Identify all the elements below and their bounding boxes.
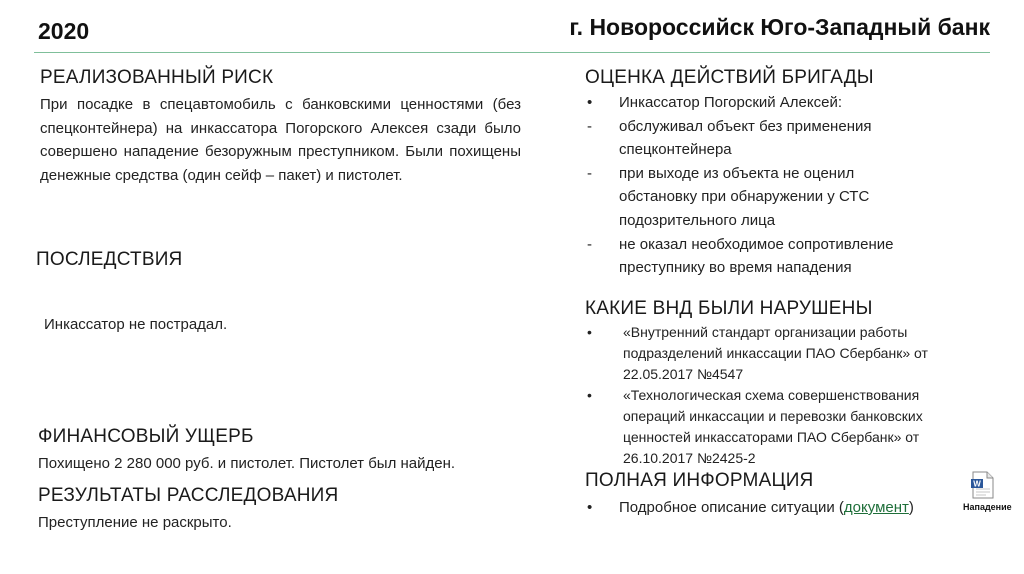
- full-info-heading: ПОЛНАЯ ИНФОРМАЦИЯ: [585, 470, 814, 491]
- list-item: • Подробное описание ситуации (документ): [587, 499, 914, 516]
- consequences-section: [36, 249, 476, 271]
- list-item: - обслуживал объект без применения спецконтейнера: [587, 117, 872, 159]
- list-item: - при выходе из объекта не оценил обстановку при обнаружении у СТС подозрительного лица: [587, 164, 870, 229]
- damage-section: [38, 426, 538, 476]
- consequences-text: Инкассатор не пострадал.: [44, 316, 228, 333]
- violations-section: [585, 298, 1005, 469]
- risk-section: [40, 67, 521, 187]
- violations-list: [585, 322, 980, 469]
- risk-text: При посадке в спецавтомобиль с банковскими ценностями (без спецконтейнера) на инкассатора Погорского Алексея сзади было совершено нападение безоружным преступником. Были похищены денежные средства (один сейф – пакет) и пистолет.: [40, 96, 521, 184]
- slide-title: г. Новороссийск Юго-Западный банк: [569, 14, 990, 40]
- full-info-list: [585, 496, 955, 520]
- violations-heading: КАКИЕ ВНД БЫЛИ НАРУШЕНЫ: [585, 298, 873, 319]
- year-label: 2020: [38, 18, 90, 44]
- list-item: • Инкассатор Погорский Алексей:: [587, 94, 843, 111]
- investigation-heading: РЕЗУЛЬТАТЫ РАССЛЕДОВАНИЯ: [38, 485, 339, 506]
- assessment-heading: ОЦЕНКА ДЕЙСТВИЙ БРИГАДЫ: [585, 67, 874, 88]
- full-info-section: [585, 470, 955, 520]
- attachment-label[interactable]: Нападение: [963, 502, 1012, 512]
- list-item: • «Внутренний стандарт организации работы подразделений инкассации ПАО Сбербанк» от 22.05.2017 №4547: [587, 324, 928, 382]
- document-link[interactable]: документ: [843, 499, 909, 516]
- header-divider: [34, 52, 990, 53]
- investigation-section: [38, 485, 538, 535]
- assessment-section: [585, 67, 930, 280]
- assessment-list: [585, 91, 930, 280]
- investigation-text: Преступление не раскрыто.: [38, 514, 232, 531]
- consequences-heading: ПОСЛЕДСТВИЯ: [36, 249, 183, 270]
- damage-text: Похищено 2 280 000 руб. и пистолет. Пистолет был найден.: [38, 455, 456, 472]
- svg-text:W: W: [973, 479, 981, 489]
- list-item: - не оказал необходимое сопротивление преступнику во время нападения: [587, 235, 894, 277]
- damage-heading: ФИНАНСОВЫЙ УЩЕРБ: [38, 426, 254, 447]
- list-item: • «Технологическая схема совершенствования операций инкассации и перевозки банковских ценностей инкассаторами ПАО Сбербанк» от 26.10.2017 №2425-2: [587, 387, 923, 466]
- risk-heading: РЕАЛИЗОВАННЫЙ РИСК: [40, 67, 274, 88]
- word-document-icon[interactable]: [970, 471, 996, 499]
